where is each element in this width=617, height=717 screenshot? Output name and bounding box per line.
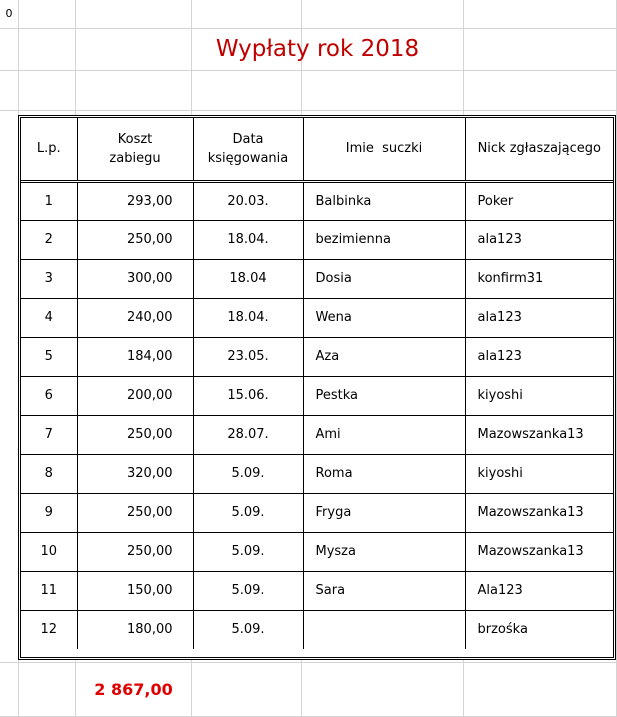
cell-cost[interactable]: 250,00 <box>77 220 193 259</box>
table-row <box>21 298 613 337</box>
cell-date[interactable]: 18.04. <box>193 220 303 259</box>
cell-nick[interactable]: Mazowszanka13 <box>465 532 613 571</box>
cell-date[interactable]: 18.04. <box>193 298 303 337</box>
cell-lp[interactable]: 9 <box>21 493 77 532</box>
sheet-title[interactable]: Wypłaty rok 2018 <box>215 36 420 62</box>
cell-cost[interactable]: 250,00 <box>77 415 193 454</box>
cell-lp[interactable]: 11 <box>21 571 77 610</box>
cell-date[interactable]: 5.09. <box>193 610 303 649</box>
cell-date[interactable]: 5.09. <box>193 454 303 493</box>
cell-nick[interactable]: kiyoshi <box>465 376 613 415</box>
table-row <box>21 532 613 571</box>
cell-name[interactable]: Balbinka <box>303 181 465 220</box>
table-row <box>21 376 613 415</box>
cell-cost[interactable]: 250,00 <box>77 493 193 532</box>
cell-date[interactable]: 18.04 <box>193 259 303 298</box>
header-lp[interactable]: L.p. <box>21 118 77 181</box>
table-row <box>21 220 613 259</box>
cell-cost[interactable]: 300,00 <box>77 259 193 298</box>
header-name[interactable]: Imie suczki <box>303 118 465 181</box>
header-nick[interactable]: Nick zgłaszającego <box>465 118 613 181</box>
cell-name[interactable]: Wena <box>303 298 465 337</box>
cell-lp[interactable]: 1 <box>21 181 77 220</box>
cell-lp[interactable]: 4 <box>21 298 77 337</box>
cell-name[interactable]: Ami <box>303 415 465 454</box>
cell-cost[interactable]: 184,00 <box>77 337 193 376</box>
cell-nick[interactable]: Mazowszanka13 <box>465 493 613 532</box>
payments-table-frame <box>18 115 616 660</box>
cell-lp[interactable]: 6 <box>21 376 77 415</box>
cell-date[interactable]: 23.05. <box>193 337 303 376</box>
cell-cost[interactable]: 200,00 <box>77 376 193 415</box>
cell-lp[interactable]: 12 <box>21 610 77 649</box>
cell-lp[interactable]: 7 <box>21 415 77 454</box>
cell-date[interactable]: 5.09. <box>193 532 303 571</box>
cell-cost[interactable]: 320,00 <box>77 454 193 493</box>
gridline <box>0 70 617 71</box>
cell-date[interactable]: 15.06. <box>193 376 303 415</box>
cell-name[interactable]: Aza <box>303 337 465 376</box>
cell-cost[interactable]: 150,00 <box>77 571 193 610</box>
cell-cost[interactable]: 250,00 <box>77 532 193 571</box>
cell-date[interactable]: 20.03. <box>193 181 303 220</box>
table-row <box>21 415 613 454</box>
cell-nick[interactable]: Poker <box>465 181 613 220</box>
cell-cost[interactable]: 240,00 <box>77 298 193 337</box>
cell-name[interactable] <box>303 610 465 649</box>
cell-cost[interactable]: 180,00 <box>77 610 193 649</box>
cell-name[interactable]: Fryga <box>303 493 465 532</box>
cell-lp[interactable]: 3 <box>21 259 77 298</box>
table-row <box>21 493 613 532</box>
cell-nick[interactable]: Mazowszanka13 <box>465 415 613 454</box>
cell-cost[interactable]: 293,00 <box>77 181 193 220</box>
corner-cell[interactable]: 0 <box>5 7 13 20</box>
cell-name[interactable]: Roma <box>303 454 465 493</box>
cell-lp[interactable]: 2 <box>21 220 77 259</box>
cell-date[interactable]: 5.09. <box>193 493 303 532</box>
cell-date[interactable]: 28.07. <box>193 415 303 454</box>
cell-nick[interactable]: kiyoshi <box>465 454 613 493</box>
cell-date[interactable]: 5.09. <box>193 571 303 610</box>
cell-nick[interactable]: brzośka <box>477 622 528 638</box>
cell-nick[interactable]: konfirm31 <box>465 259 613 298</box>
table-row <box>21 454 613 493</box>
table-row <box>21 610 613 649</box>
cell-nick[interactable]: Ala123 <box>465 571 613 610</box>
header-cost[interactable]: Koszt zabiegu <box>77 118 193 181</box>
cell-nick[interactable]: ala123 <box>465 220 613 259</box>
cell-lp[interactable]: 8 <box>21 454 77 493</box>
total-sum[interactable]: 2 867,00 <box>94 680 173 699</box>
gridline <box>0 662 617 663</box>
table-row <box>21 259 613 298</box>
cell-name[interactable]: Dosia <box>303 259 465 298</box>
gridline <box>0 110 617 111</box>
table-row <box>21 181 613 220</box>
cell-name[interactable]: Mysza <box>303 532 465 571</box>
cell-lp[interactable]: 5 <box>21 337 77 376</box>
cell-name[interactable]: bezimienna <box>303 220 465 259</box>
header-date[interactable]: Data księgowania <box>193 118 303 181</box>
cell-lp[interactable]: 10 <box>21 532 77 571</box>
table-header-row <box>21 118 613 181</box>
cell-name[interactable]: Pestka <box>303 376 465 415</box>
table-row <box>21 337 613 376</box>
cell-name[interactable]: Sara <box>303 571 465 610</box>
payments-table <box>21 118 613 649</box>
cell-nick[interactable]: ala123 <box>465 298 613 337</box>
table-row <box>21 571 613 610</box>
cell-nick[interactable]: ala123 <box>465 337 613 376</box>
